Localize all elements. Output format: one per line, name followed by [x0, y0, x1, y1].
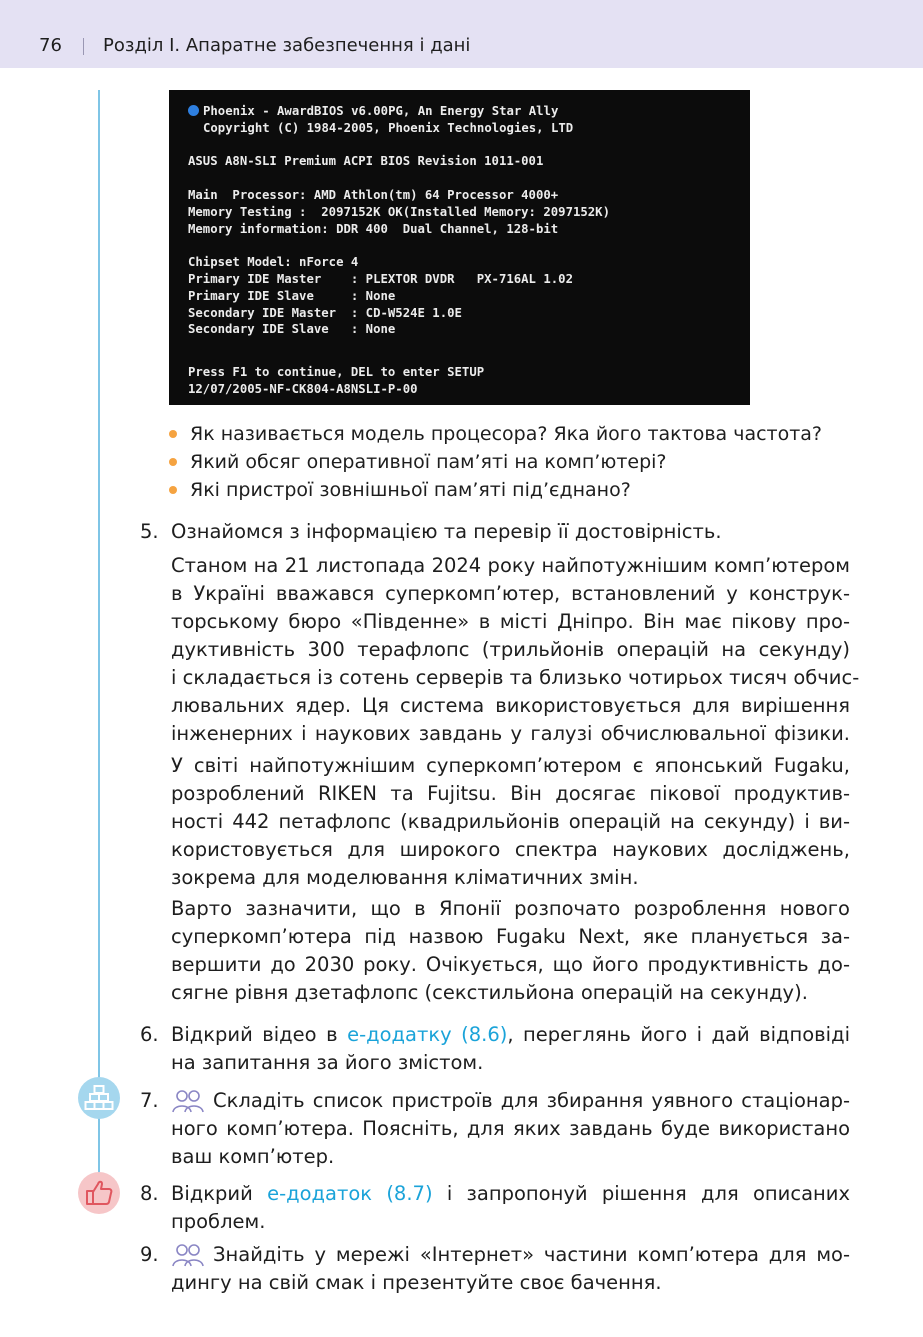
bios-screen-image: [169, 90, 750, 405]
bios-line: Chipset Model: nForce 4: [188, 255, 359, 270]
bios-line: Secondary IDE Master : CD-W524E 1.0E: [188, 305, 462, 320]
bios-line: Press F1 to continue, DEL to enter SETUP: [188, 364, 485, 379]
header-divider: [83, 38, 84, 55]
task-number: 5.: [140, 520, 159, 543]
bios-line: 12/07/2005-NF-CK804-A8NSLI-P-00: [188, 381, 418, 396]
list-item: Як називається модель процесора? Яка його тактова частота?: [166, 420, 822, 448]
task8-text: Відкрий е-додаток (8.7) і запропонуй рішення для описаних проблем.: [171, 1182, 850, 1233]
task5-paragraph-2: У світі найпотужнішим суперкомп’ютером є японський Fugaku, розроблений RIKEN та Fujitsu. Він досягає пікової продуктив- ності 442 петафлопс (квадрильйонів операцій на секунду) і ви- користовується для широкого спектра наукових досліджень, зокрема для моделювання кліматичних змін.: [171, 754, 850, 889]
bios-line: Main Processor: AMD Athlon(tm) 64 Processor 4000+: [188, 187, 559, 202]
page-header: [0, 0, 923, 68]
bios-line: Primary IDE Master : PLEXTOR DVDR PX-716AL 1.02: [188, 271, 573, 286]
bios-line: Copyright (C) 1984-2005, Phoenix Technologies, LTD: [203, 120, 574, 135]
bullet-icon: [169, 430, 177, 438]
task-number: 8.: [140, 1182, 159, 1205]
page-number: 76: [39, 35, 62, 56]
group-work-icon: [171, 1241, 205, 1269]
margin-accent-line: [98, 90, 100, 1180]
bios-line: Secondary IDE Slave : None: [188, 322, 396, 337]
task-number: 7.: [140, 1089, 159, 1112]
list-item: Які пристрої зовнішньої пам’яті під’єднано?: [166, 476, 822, 504]
bios-line: Memory Testing : 2097152K OK(Installed Memory: 2097152K): [188, 204, 610, 219]
bullet-icon: [169, 458, 177, 466]
bullet-icon: [169, 486, 177, 494]
task7-text: Складіть список пристроїв для збирання уявного стаціонар- ного комп’ютера. Поясніть, для яких завдань буде використано ваш комп’ютер.: [171, 1089, 850, 1168]
list-item: Який обсяг оперативної пам’яті на комп’ютері?: [166, 448, 822, 476]
group-work-icon: [171, 1087, 205, 1115]
bios-line: Memory information: DDR 400 Dual Channel, 128-bit: [188, 221, 559, 236]
bios-line: ASUS A8N-SLI Premium ACPI BIOS Revision 1011-001: [188, 154, 544, 169]
task5-title: Ознайомся з інформацією та перевір її достовірність.: [171, 520, 722, 543]
task-number: 9.: [140, 1243, 159, 1266]
phoenix-logo-icon: [188, 105, 199, 116]
section-title: Розділ І. Апаратне забезпечення і дані: [103, 35, 471, 56]
e-appendix-link[interactable]: е-додаток (8.7): [267, 1182, 433, 1205]
task-number: 6.: [140, 1023, 159, 1046]
task5-paragraph-3: Варто зазначити, що в Японії розпочато розроблення нового суперкомп’ютера під назвою Fugaku Next, яке планується за- вершити до 2030 року. Очікується, що його продуктивність до- сягне рівня дзетафлопс (секстильйона операцій на секунду).: [171, 897, 850, 1004]
bios-line: Phoenix - AwardBIOS v6.00PG, An Energy Star Ally: [188, 103, 750, 120]
blocks-icon: [78, 1077, 120, 1119]
thumbs-up-icon: [78, 1172, 120, 1214]
task6-text: Відкрий відео в е-додатку (8.6), переглянь його і дай відповіді на запитання за його змістом.: [171, 1023, 850, 1074]
task5-paragraph-1: Станом на 21 листопада 2024 року найпотужнішим комп’ютером в Україні вважався суперкомп’ютер, встановлений у конструк- торському бюро «Південне» в місті Дніпро. Він має пікову про- дуктивність 300 терафлопс (трильйонів операцій на секунду) і складається із сотень серверів та близько чотирьох тисяч обчис- лювальних ядер. Ця система використовується для вирішення інженерних і наукових завдань у галузі обчислювальної фізики.: [171, 554, 860, 745]
bios-line: Primary IDE Slave : None: [188, 288, 396, 303]
question-list: [166, 420, 822, 504]
task9-text: Знайдіть у мережі «Інтернет» частини комп’ютера для мо- дингу на свій смак і презентуйте своє бачення.: [171, 1243, 850, 1294]
e-appendix-link[interactable]: е-додатку (8.6): [347, 1023, 508, 1046]
